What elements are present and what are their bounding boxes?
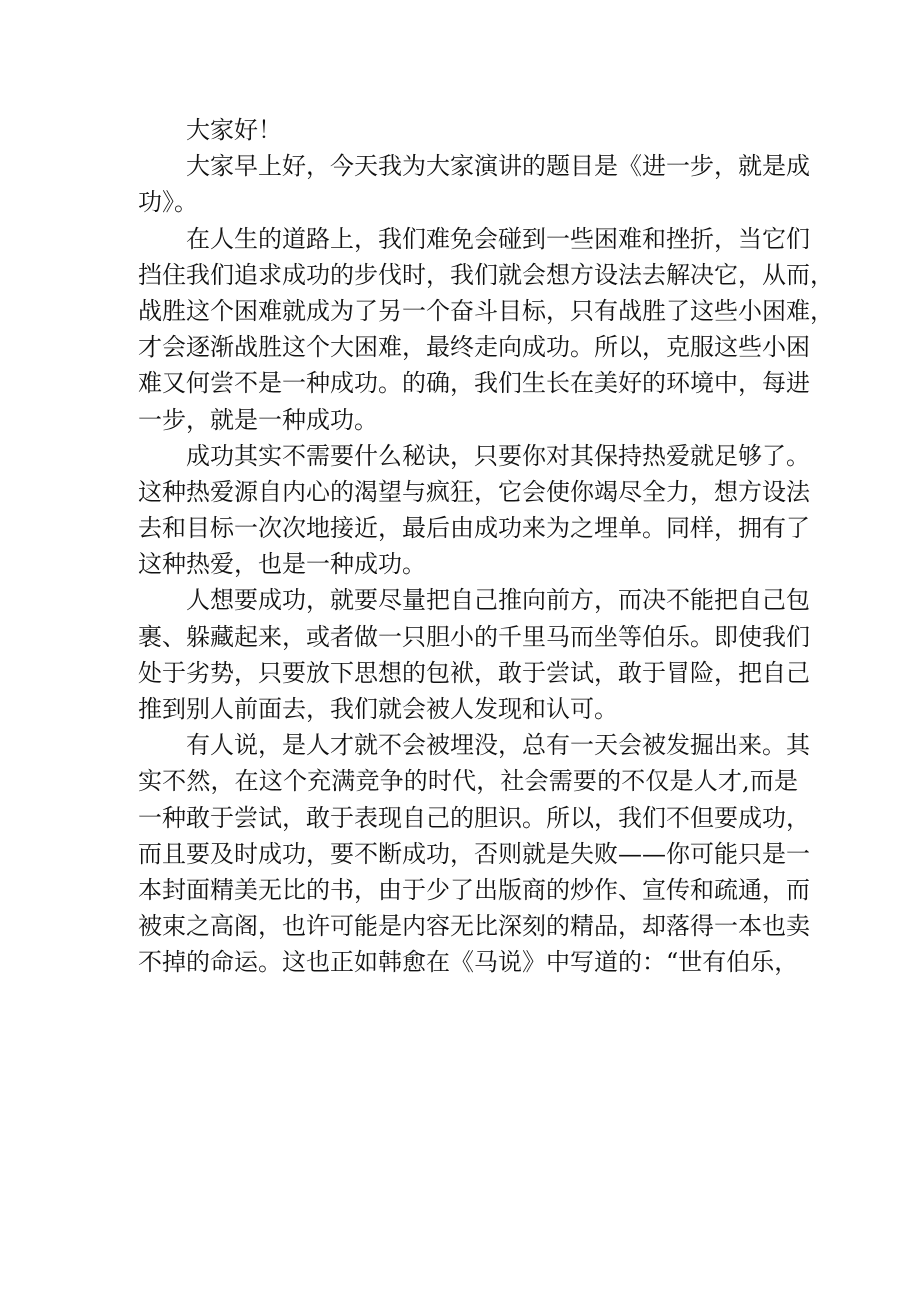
text-line: 裹、躲藏起来，或者做一只胆小的千里马而坐等伯乐。即使我们 xyxy=(138,622,810,651)
text-line: 一步，就是一种成功。 xyxy=(138,405,378,434)
paragraph-greeting xyxy=(138,112,798,148)
text-line: 处于劣势，只要放下思想的包袱，敢于尝试，敢于冒险，把自己 xyxy=(138,658,810,687)
text-line: 不掉的命运。这也正如韩愈在《马说》中写道的：“世有伯乐， xyxy=(138,948,799,977)
text-line: 实不然，在这个充满竞争的时代，社会需要的不仅是人才,而是 xyxy=(138,767,798,796)
text-line: 这种热爱，也是一种成功。 xyxy=(138,550,426,579)
text-line: 人想要成功，就要尽量把自己推向前方，而决不能把自己包 xyxy=(186,586,810,615)
paragraph-p4 xyxy=(138,727,810,980)
text-line: 而且要及时成功，要不断成功，否则就是失败——你可能只是一 xyxy=(138,839,810,868)
text-line: 本封面精美无比的书，由于少了出版商的炒作、宣传和疏通，而 xyxy=(138,875,810,904)
text-line: 功》。 xyxy=(138,188,198,217)
text-line: 有人说，是人才就不会被埋没，总有一天会被发掘出来。其 xyxy=(186,731,810,760)
text-line: 战胜这个困难就成为了另一个奋斗目标，只有战胜了这些小困难， xyxy=(138,296,834,325)
paragraph-p1 xyxy=(138,221,834,438)
text-line: 被束之高阁，也许可能是内容无比深刻的精品，却落得一本也卖 xyxy=(138,912,810,941)
text-line: 推到别人前面去，我们就会被人发现和认可。 xyxy=(138,695,618,723)
paragraph-p3 xyxy=(138,582,810,727)
text-line: 成功其实不需要什么秘诀，只要你对其保持热爱就足够了。 xyxy=(186,441,810,470)
text-line: 难又何尝不是一种成功。的确，我们生长在美好的环境中，每进 xyxy=(138,369,810,398)
paragraph-p2 xyxy=(138,438,810,583)
paragraph-intro xyxy=(138,148,810,220)
text-line: 去和目标一次次地接近，最后由成功来为之埋单。同样，拥有了 xyxy=(138,514,810,543)
document-body xyxy=(138,112,834,981)
text-line: 在人生的道路上，我们难免会碰到一些困难和挫折，当它们 xyxy=(186,224,810,253)
text-line: 一种敢于尝试，敢于表现自己的胆识。所以，我们不但要成功， xyxy=(138,803,810,832)
text-line: 这种热爱源自内心的渴望与疯狂，它会使你竭尽全力，想方设法 xyxy=(138,477,810,506)
text-line: 大家早上好，今天我为大家演讲的题目是《进一步，就是成 xyxy=(186,152,810,181)
text-line: 挡住我们追求成功的步伐时，我们就会想方设法去解决它，从而， xyxy=(138,260,834,289)
text-line: 大家好！ xyxy=(186,116,282,144)
text-line: 才会逐渐战胜这个大困难，最终走向成功。所以，克服这些小困 xyxy=(138,333,810,362)
